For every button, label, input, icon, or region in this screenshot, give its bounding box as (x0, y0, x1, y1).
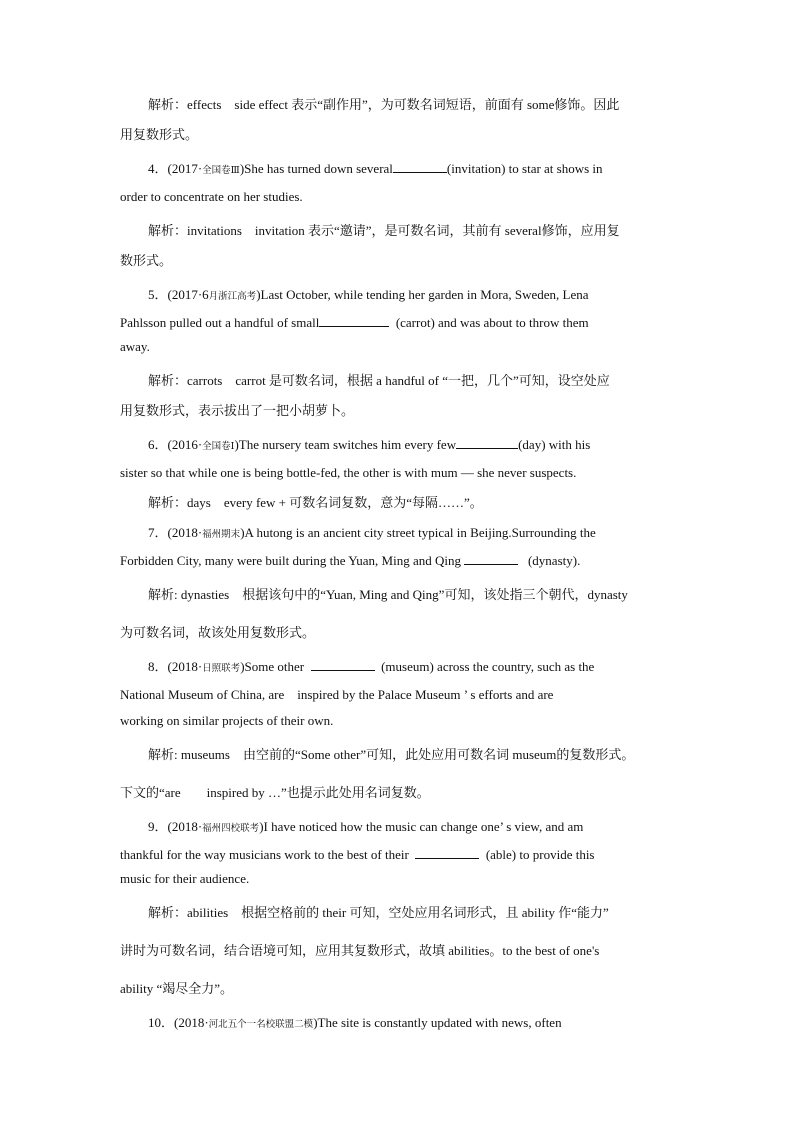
q6-answer-line1: 解析：days every few + 可数名词复数，意为“每隔……”。 (148, 495, 483, 510)
question-9: 9．(2018·福州四校联考)I have noticed how the music can change one’ s view, and am thankful for the way musicians work to the best of their (able) to provide this music for their audience. (120, 819, 595, 886)
document-page (120, 96, 676, 1034)
question-5: 5．(2017·6月浙江高考)Last October, while tending her garden in Mora, Sweden, Lena Pahlsson pulled out a handful of small (carrot) and was about to throw them away. (120, 287, 589, 354)
q3-answer-line2: 用复数形式。 (120, 127, 199, 142)
question-source: 日照联考 (202, 664, 241, 674)
question-6: 6．(2016·全国卷Ⅰ)The nursery team switches him every few (day) with his sister so that while one is being bottle-fed, the other is with mum — she never suspects. (120, 437, 591, 480)
q4-answer-line1: 解析：invitations invitation 表示“邀请”，是可数名词，其前有 several修饰，应用复 (148, 223, 620, 238)
answer-blank[interactable] (456, 436, 518, 449)
answer-blank[interactable] (393, 160, 447, 173)
q5-answer-line1: 解析：carrots carrot 是可数名词，根据 a handful of “一把，几个”可知，设空处应 (148, 373, 610, 388)
q9-answer-line2: 讲时为可数名词，结合语境可知，应用其复数形式，故填 abilities。to the best of one's (120, 943, 600, 958)
q7-answer-line1: 解析: dynasties 根据该句中的“Yuan, Ming and Qing”可知，该处指三个朝代，dynasty (148, 587, 628, 602)
question-source: 全国卷Ⅰ (202, 442, 235, 452)
q3-answer-line1: 解析：effects side effect 表示“副作用”，为可数名词短语，前面有 some修饰。因此 (148, 97, 620, 112)
question-source: 全国卷Ⅲ (202, 166, 240, 176)
q5-answer-line2: 用复数形式，表示拔出了一把小胡萝卜。 (120, 403, 355, 418)
answer-blank[interactable] (415, 846, 479, 859)
q9-answer-line3: ability “竭尽全力”。 (120, 981, 234, 996)
q9-answer-line1: 解析：abilities 根据空格前的 their 可知，空处应用名词形式，且 ability 作“能力” (148, 905, 609, 920)
answer-blank[interactable] (464, 552, 518, 565)
q8-answer-line1: 解析: museums 由空前的“Some other”可知，此处应用可数名词 museum的复数形式。 (148, 747, 635, 762)
answer-blank[interactable] (319, 314, 389, 327)
question-source: 福州四校联考 (202, 824, 260, 834)
question-8: 8．(2018·日照联考)Some other (museum) across the country, such as the National Museum of China, are inspired by the Palace Museum ’ s efforts and are working on similar projects of their own. (120, 659, 595, 728)
question-source: 河北五个一名校联盟二模 (208, 1020, 314, 1030)
answer-blank[interactable] (311, 658, 375, 671)
question-source: 月浙江高考 (208, 292, 257, 302)
question-source: 福州期末 (202, 530, 241, 540)
q8-answer-line2: 下文的“are inspired by …”也提示此处用名词复数。 (120, 785, 430, 800)
question-4: 4．(2017·全国卷Ⅲ)She has turned down several (invitation) to star at shows in order to concentrate on her studies. (120, 161, 603, 204)
question-7: 7．(2018·福州期末)A hutong is an ancient city street typical in Beijing.Surrounding the Forbidden City, many were built during the Yuan, Ming and Qing (dynasty). (120, 525, 596, 568)
question-10: 10．(2018·河北五个一名校联盟二模)The site is constantly updated with news, often (148, 1015, 562, 1030)
q7-answer-line2: 为可数名词，故该处用复数形式。 (120, 625, 316, 640)
q4-answer-line2: 数形式。 (120, 253, 173, 268)
